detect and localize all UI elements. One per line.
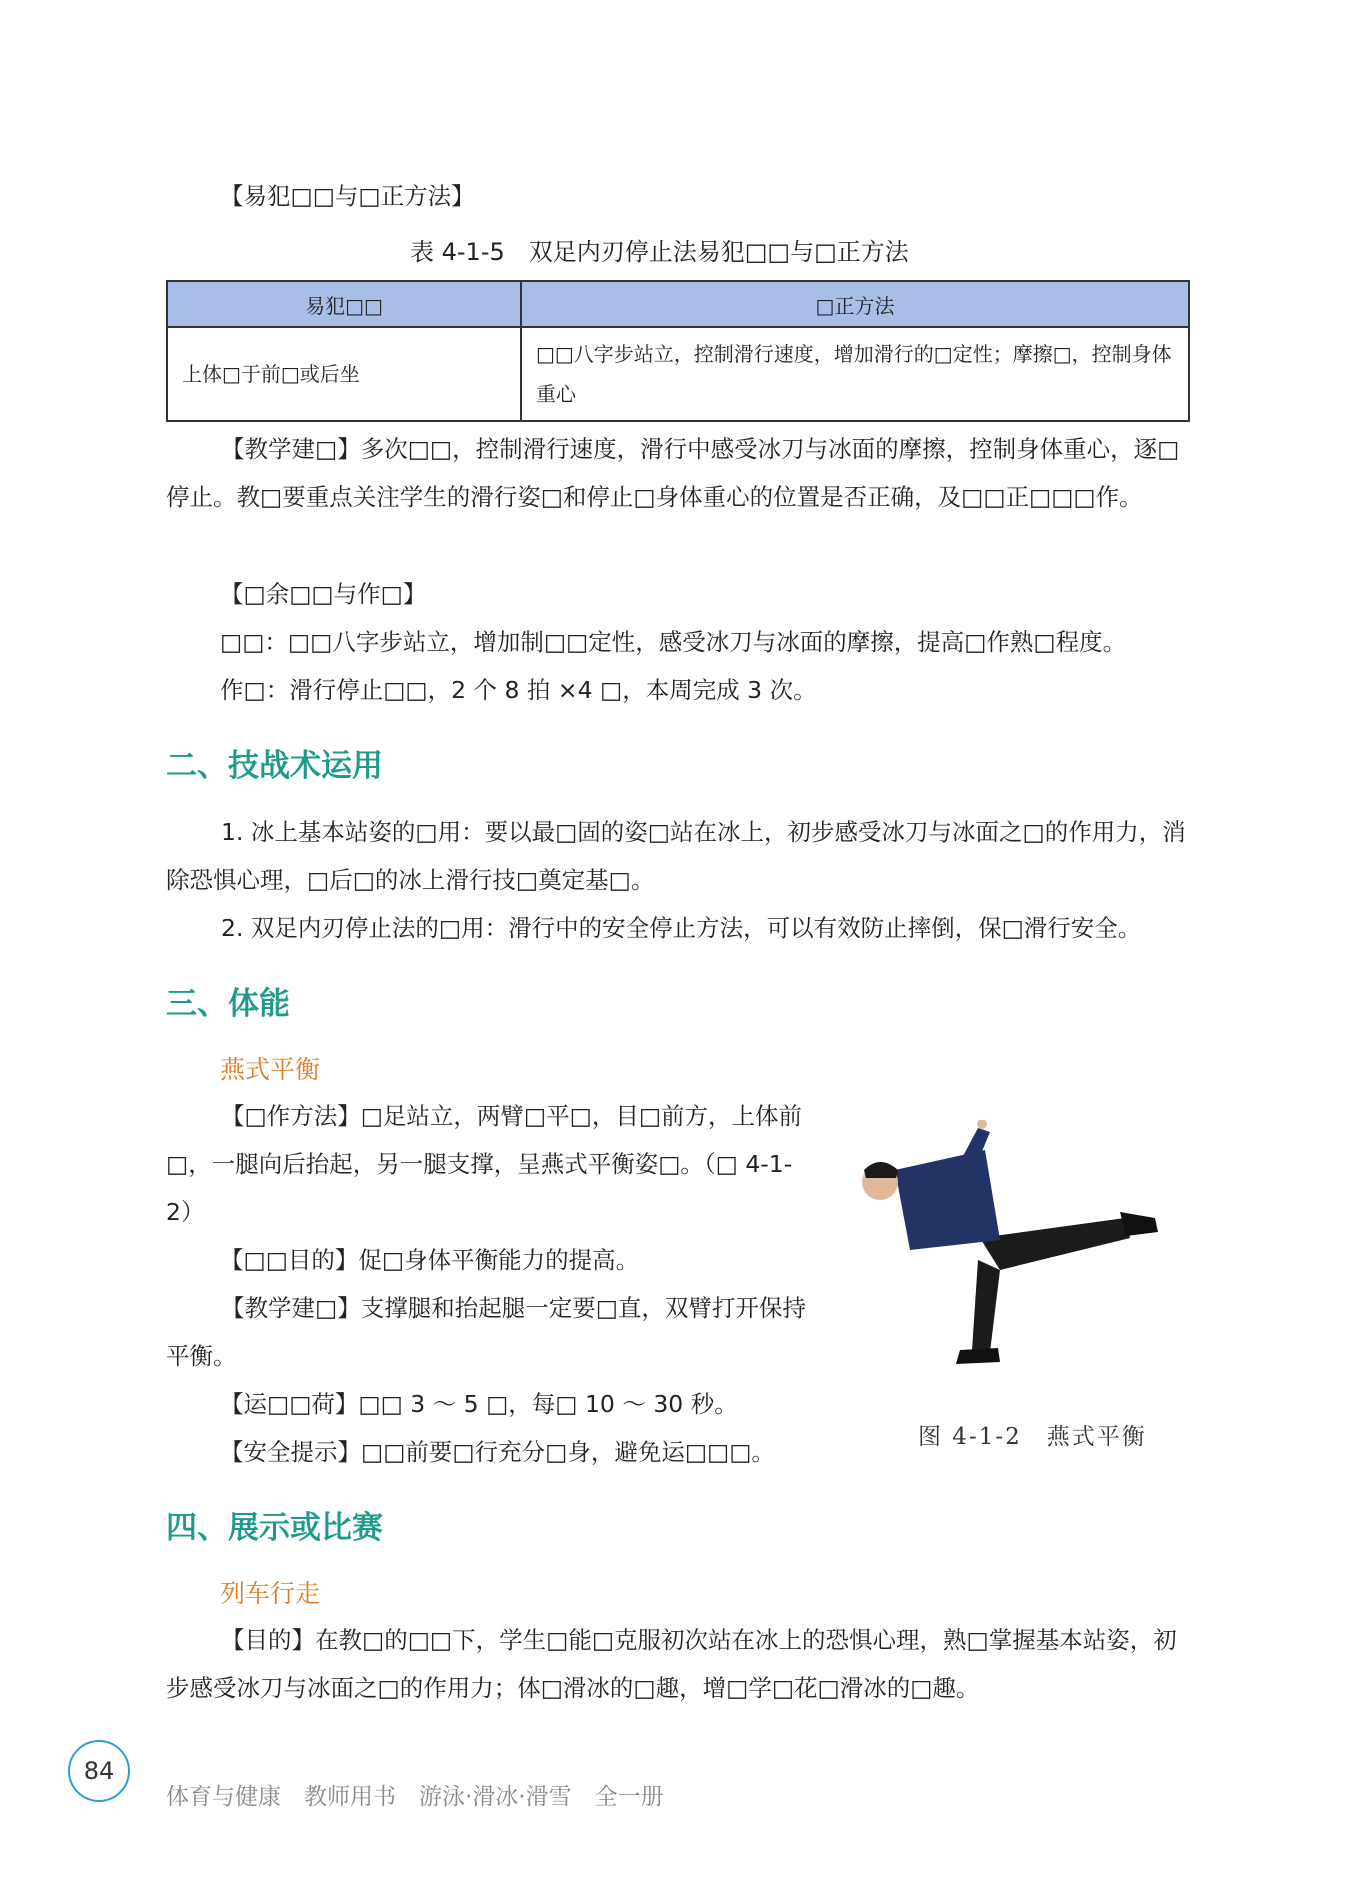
- extra-practice: □□：□□八字步站立，增加制□□定性，感受冰刀与冰面的摩擦，提高□作熟□程度。: [220, 628, 1127, 656]
- section-heading-fitness: 三、体能: [166, 986, 290, 1022]
- exercise-load: 【运□□荷】□□ 3 ～ 5 □，每□ 10 ～ 30 秒。: [220, 1390, 738, 1418]
- subheading-train: 列车行走: [220, 1579, 321, 1608]
- training-purpose: 【□□目的】促□身体平衡能力的提高。: [220, 1246, 640, 1274]
- table-header-error: 易犯□□: [167, 281, 521, 327]
- table-caption: 表 4-1-5 双足内刃停止法易犯□□与□正方法: [410, 238, 909, 266]
- table-row: [167, 327, 1189, 421]
- book-footer: 体育与健康 教师用书 游泳·滑冰·滑雪 全一册: [166, 1784, 664, 1810]
- teaching-suggestion: 【教学建□】多次□□，控制滑行速度，滑行中感受冰刀与冰面的摩擦，控制身体重心，逐□停止。教□要重点关注学生的滑行姿□和停止□身体重心的位置是否正确，及□□正□□□作。: [166, 435, 1180, 511]
- table-cell-correction: □□八字步站立，控制滑行速度，增加滑行的□定性；摩擦□，控制身体重心: [521, 327, 1189, 421]
- subheading-swallow: 燕式平衡: [220, 1055, 321, 1084]
- action-method: 【□作方法】□足站立，两臂□平□，目□前方，上体前□，一腿向后抬起，另一腿支撑，呈燕式平衡姿□。（□ 4-1-2）: [166, 1102, 803, 1226]
- error-section-title: 【易犯□□与□正方法】: [220, 182, 475, 210]
- table-cell-error: 上体□于前□或后坐: [167, 327, 521, 421]
- page-number: 84: [68, 1740, 130, 1802]
- section-heading-competition: 四、展示或比赛: [166, 1510, 383, 1546]
- error-correction-table: [166, 280, 1190, 422]
- section-heading-tactics: 二、技战术运用: [166, 748, 383, 784]
- extra-homework: 作□：滑行停止□□，2 个 8 拍 ×4 □，本周完成 3 次。: [220, 676, 817, 704]
- table-header-correction: □正方法: [521, 281, 1189, 327]
- tactic-1: 1. 冰上基本站姿的□用：要以最□固的姿□站在冰上，初步感受冰刀与冰面之□的作用力，消除恐惧心理，□后□的冰上滑行技□奠定基□。: [166, 818, 1186, 894]
- figure-caption: 图 4-1-2 燕式平衡: [918, 1424, 1147, 1450]
- teaching-suggestion-2: 【教学建□】支撑腿和抬起腿一定要□直，双臂打开保持平衡。: [166, 1294, 806, 1370]
- swallow-balance-figure: [850, 1120, 1190, 1385]
- tactic-2: 2. 双足内刃停止法的□用：滑行中的安全停止方法，可以有效防止摔倒，保□滑行安全。: [221, 914, 1142, 942]
- competition-goal: 【目的】在教□的□□下，学生□能□克服初次站在冰上的恐惧心理，熟□掌握基本站姿，初步感受冰刀与冰面之□的作用力；体□滑冰的□趣，增□学□花□滑冰的□趣。: [166, 1626, 1177, 1702]
- safety-tip: 【安全提示】□□前要□行充分□身，避免运□□□。: [220, 1438, 775, 1466]
- extra-title: 【□余□□与作□】: [220, 580, 427, 608]
